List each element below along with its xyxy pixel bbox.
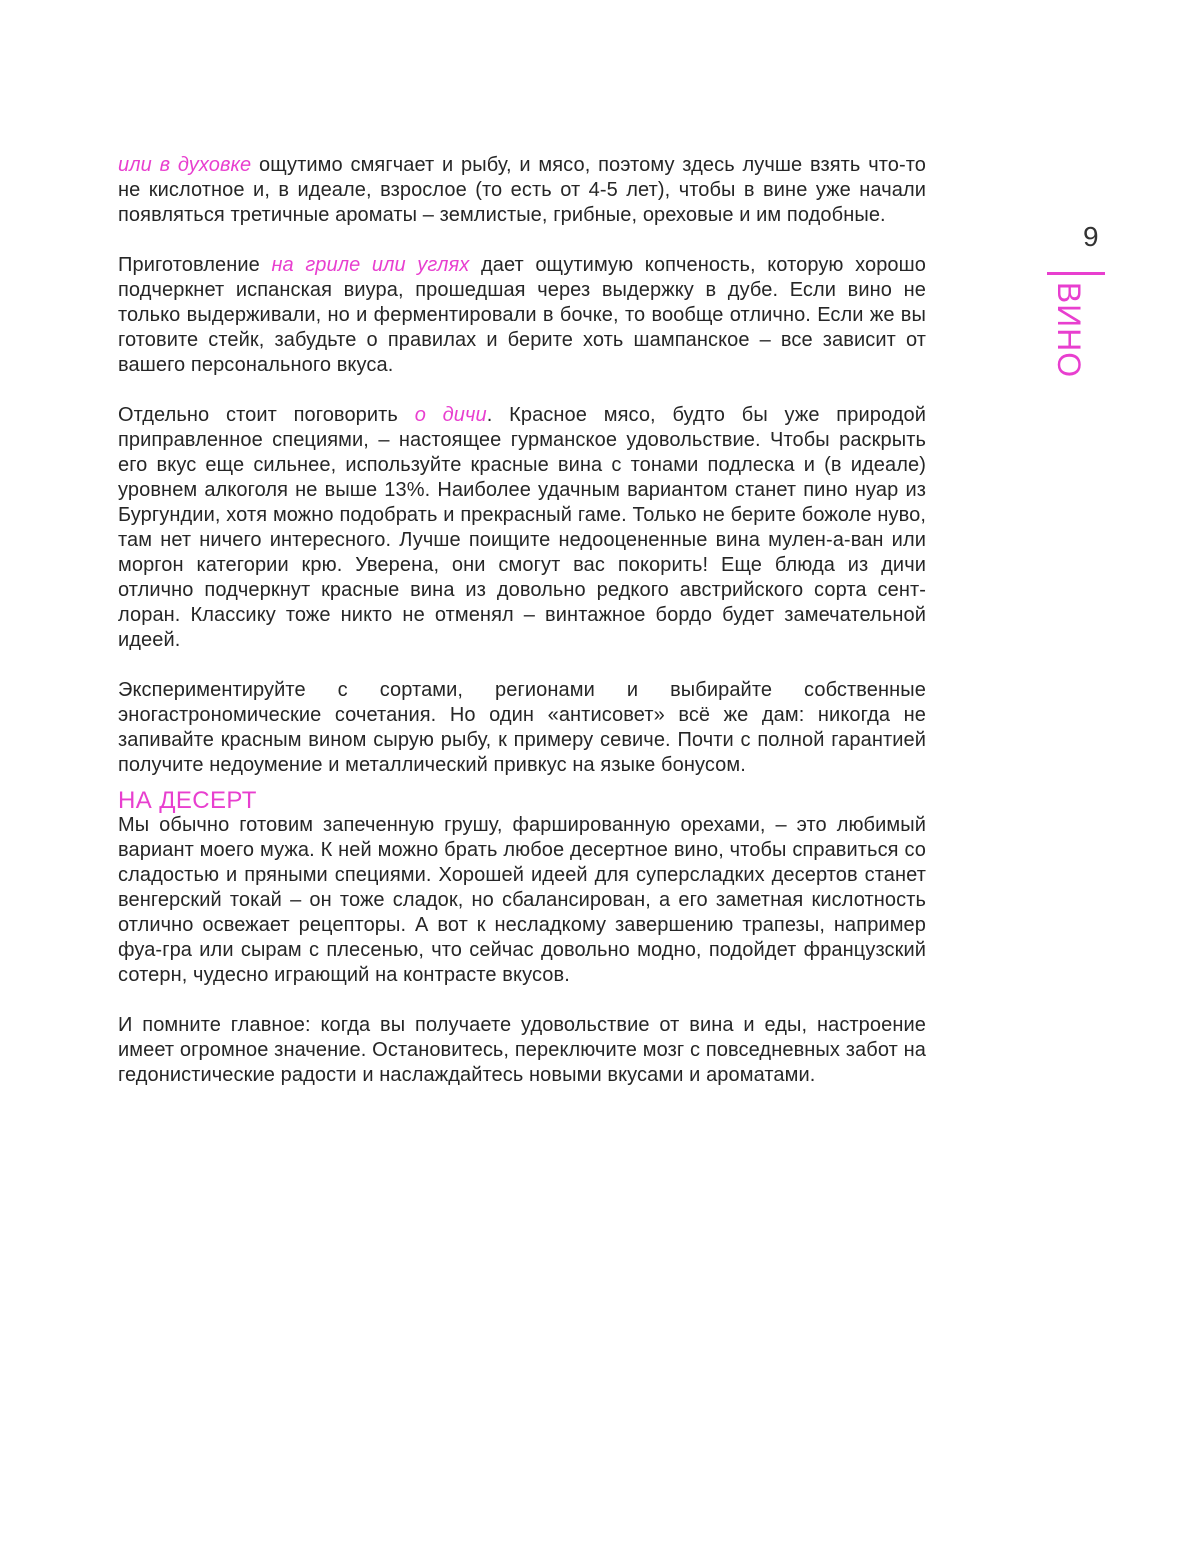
- paragraph-oven: [118, 153, 926, 228]
- paragraph-closing: И помните главное: когда вы получаете удовольствие от вина и еды, настроение имеет огромное значение. Остановитесь, переключите мозг с повседневных забот на гедонистические радости и наслаждайтесь новыми вкусами и ароматами.: [118, 1014, 926, 1086]
- paragraph-game: [118, 403, 926, 653]
- paragraph-text: дает ощутимую копченость, которую хорошо подчеркнет испанская виура, прошедшая через выдержку в дубе. Если вино не только выдерживали, но и ферментировали в бочке, то вообще отлично. Если же вы готовите стейк, забудьте о правилах и берите хоть шампанское – все зависит от вашего персонального вкуса.: [118, 254, 927, 376]
- article-body: [118, 153, 926, 1088]
- paragraph-dessert: Мы обычно готовим запеченную грушу, фаршированную орехами, – это любимый вариант моего мужа. К ней можно брать любое десертное вино, чтобы справиться со сладостью и пряными специями. Хорошей идеей для суперсладких десертов станет венгерский токай – он тоже сладок, но сбалансирован, а его заметная кислотность отлично освежает рецепторы. А вот к несладкому завершению трапезы, например фуа-гра или сырам с плесенью, что сейчас довольно модно, подойдет французский сотерн, чудесно играющий на контрасте вкусов.: [118, 814, 926, 986]
- page-number: 9: [1083, 221, 1099, 252]
- paragraph-text: . Красное мясо, будто бы уже природой приправленное специями, – настоящее гурманское удовольствие. Чтобы раскрыть его вкус еще сильнее, используйте красные вина с тонами подлеска и (в идеале) уровнем алкоголя не выше 13%. Наиболее удачным вариантом станет пино нуар из Бургундии, хотя можно подобрать и прекрасный гаме. Только не берите божоле нуво, там нет ничего интересного. Лучше поищите недооцененные вина мулен-а-ван или моргон категории крю. Уверена, они смогут вас покорить! Еще блюда из дичи отлично подчеркнут красные вина из довольно редкого австрийского сорта сент-лоран. Классику тоже никто не отменял – винтажное бордо будет замечательной идеей.: [118, 404, 926, 651]
- highlight-grill: на гриле или углях: [271, 254, 470, 276]
- section-divider: [1047, 272, 1105, 275]
- dessert-heading: НА ДЕСЕРТ: [118, 787, 257, 814]
- paragraph-grill: [118, 253, 926, 378]
- highlight-oven: или в духовке: [118, 154, 252, 176]
- section-label: ВИНО: [1051, 281, 1087, 379]
- paragraph-text: ощутимо смягчает и рыбу, и мясо, поэтому здесь лучше взять что-то не кислотное и, в идеале, взрослое (то есть от 4-5 лет), чтобы в вине уже начали появляться третичные ароматы – землистые, грибные, ореховые и им подобные.: [118, 154, 926, 226]
- paragraph-experiment: Экспериментируйте с сортами, регионами и выбирайте собственные эногастрономические сочетания. Но один «антисовет» всё же дам: никогда не запивайте красным вином сырую рыбу, к примеру севиче. Почти с полной гарантией получите недоумение и металлический привкус на языке бонусом.: [118, 679, 926, 776]
- paragraph-text: Отдельно стоит поговорить: [118, 404, 415, 426]
- paragraph-text: Приготовление: [118, 254, 272, 276]
- highlight-game: о дичи: [414, 404, 487, 426]
